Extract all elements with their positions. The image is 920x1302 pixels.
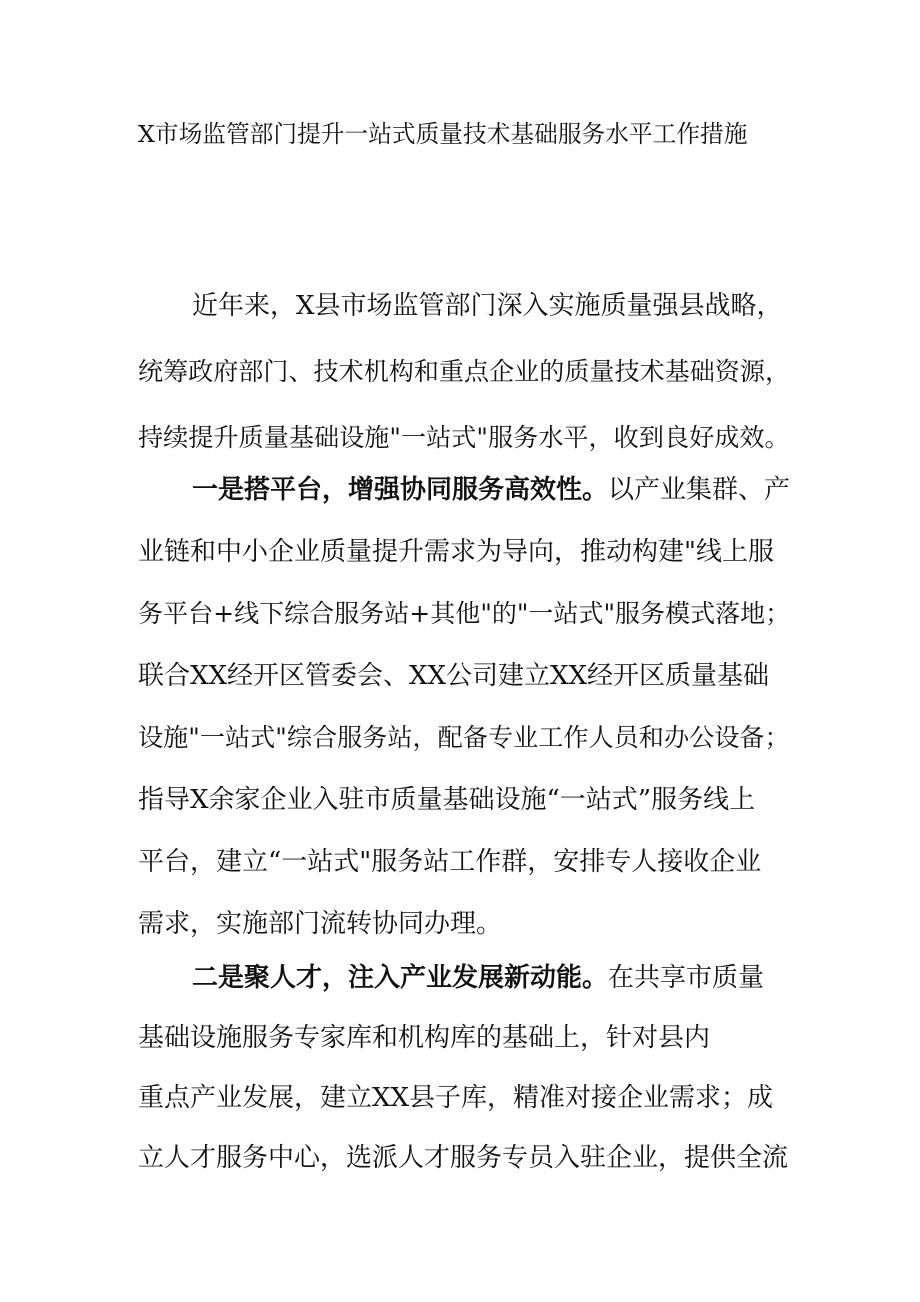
- paragraph-3-line-4: 立人才服务中心，选派人才服务专员入驻企业，提供全流: [138, 1143, 789, 1173]
- document-title: X市场监管部门提升一站式质量技术基础服务水平工作措施: [138, 120, 748, 148]
- paragraph-2-line-8: 需求，实施部门流转协同办理。: [138, 909, 503, 939]
- paragraph-2-line-3: 务平台+线下综合服务站+其他"的"一站式"服务模式落地；: [138, 599, 791, 628]
- paragraph-1-line-1: 近年来，X县市场监管部门深入实施质量强县战略，: [192, 291, 783, 321]
- paragraph-2-line-4: 联合XX经开区管委会、XX公司建立XX经开区质量基础: [138, 661, 770, 691]
- paragraph-3-heading: 二是聚人才，注入产业发展新动能。: [192, 963, 609, 993]
- paragraph-3-line-1: [192, 958, 764, 998]
- paragraph-2-first-line-rest: 以产业集群、产: [608, 475, 791, 505]
- paragraph-3-line-2: 基础设施服务专家库和机构库的基础上，针对县内: [138, 1023, 711, 1053]
- paragraph-2-line-1: [192, 470, 790, 510]
- paragraph-1-line-3: 持续提升质量基础设施"一站式"服务水平，收到良好成效。: [138, 423, 790, 452]
- paragraph-3-first-line-rest: 在共享市质量: [608, 963, 765, 993]
- paragraph-2-line-7: 平台，建立“一站式"服务站工作群，安排专人接收企业: [138, 847, 762, 877]
- paragraph-3-line-3: 重点产业发展，建立XX县子库，精准对接企业需求；成: [138, 1083, 774, 1113]
- paragraph-1-line-2: 统筹政府部门、技术机构和重点企业的质量技术基础资源，: [138, 357, 791, 386]
- paragraph-2-heading: 一是搭平台，增强协同服务高效性。: [192, 475, 609, 505]
- paragraph-2-line-5: 设施"一站式"综合服务站，配备专业工作人员和办公设备；: [138, 723, 790, 752]
- paragraph-2-line-2: 业链和中小企业质量提升需求为导向，推动构建"线上服: [138, 537, 774, 567]
- paragraph-2-line-6: 指导X余家企业入驻市质量基础设施“一站式”服务线上: [138, 785, 756, 815]
